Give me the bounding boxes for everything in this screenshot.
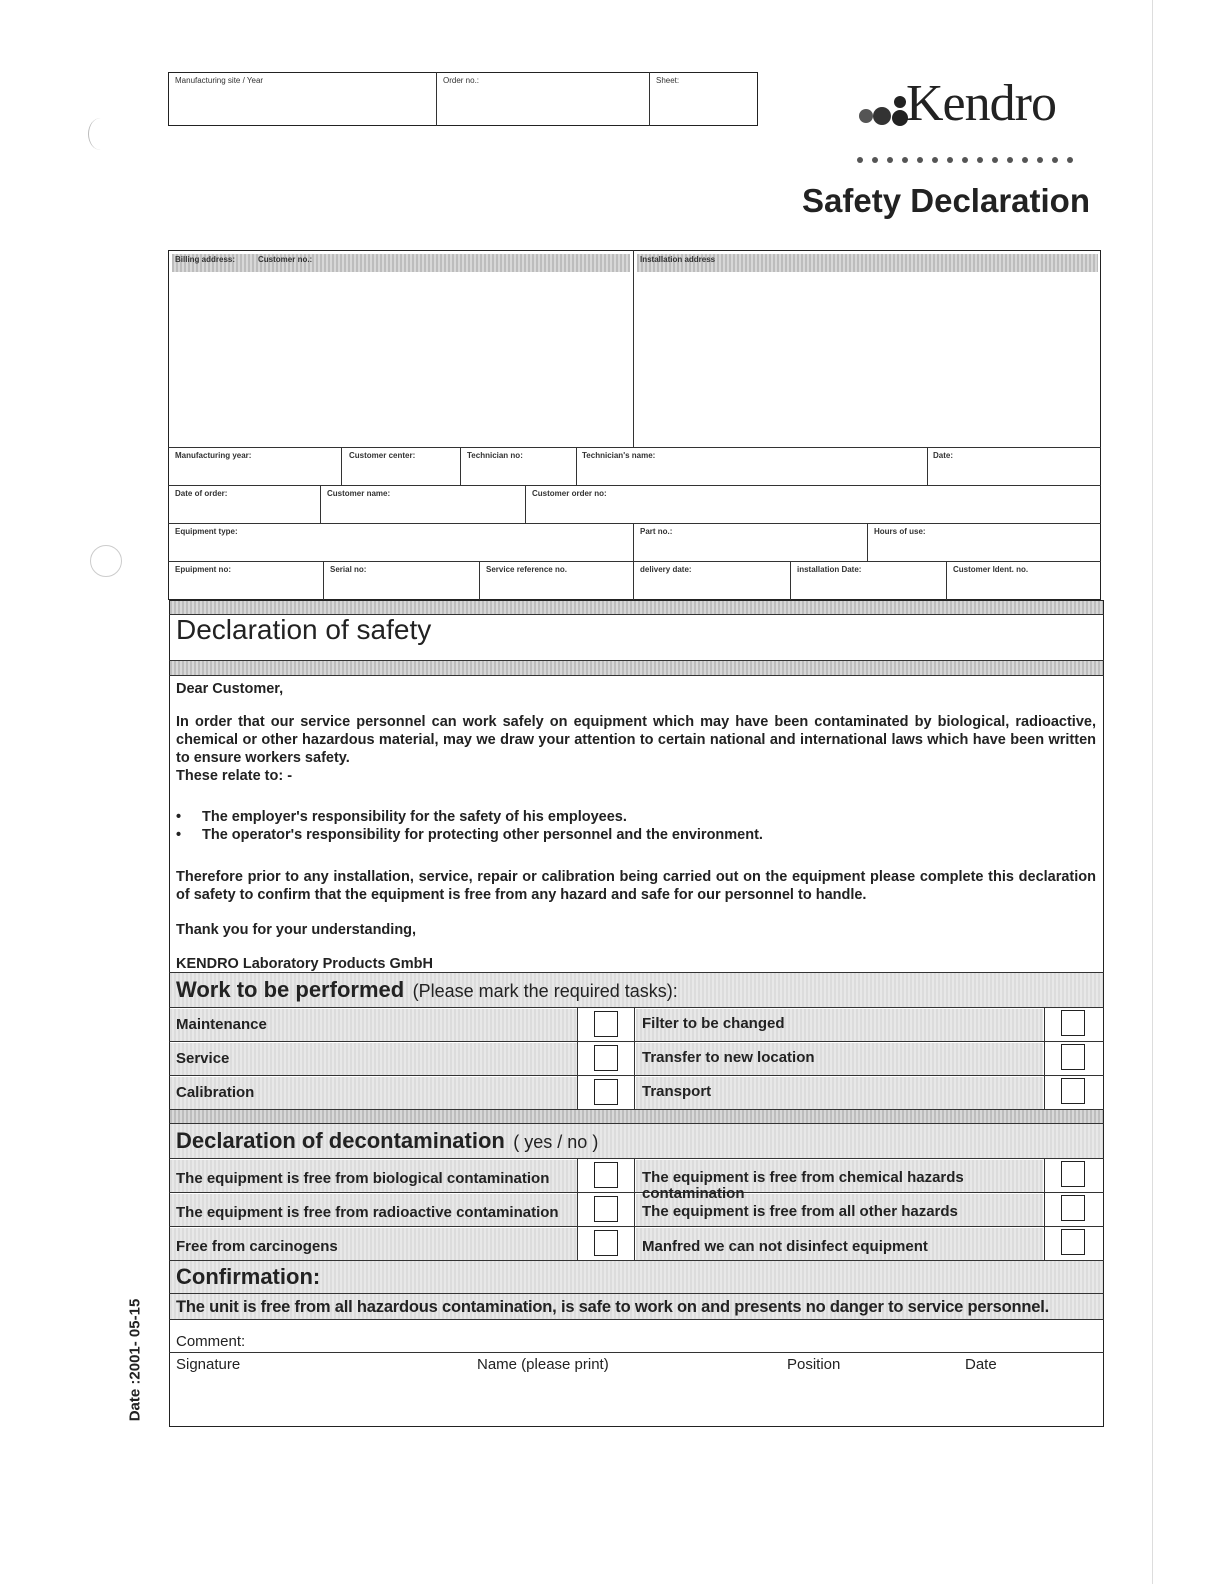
confirmation-heading: Confirmation:: [176, 1264, 321, 1289]
decon-heading-sub: ( yes / no ): [513, 1132, 599, 1152]
decon-biological-label: The equipment is free from biological contamination: [176, 1170, 550, 1187]
installation-date-field[interactable]: installation Date:: [797, 565, 862, 574]
letter-relate: These relate to: -: [176, 768, 293, 784]
logo-dots-icon: [856, 82, 910, 132]
work-calibration-label: Calibration: [176, 1084, 255, 1101]
other-hazards-checkbox[interactable]: [1061, 1195, 1085, 1221]
customer-center-field[interactable]: Customer center:: [349, 451, 416, 460]
work-heading: [176, 977, 678, 1003]
bullet-item: •: [176, 809, 182, 825]
decon-radioactive-label: The equipment is free from radioactive contamination: [176, 1204, 559, 1221]
billing-address-label: Billing address:: [175, 255, 236, 264]
customer-ident-no-field[interactable]: Customer Ident. no.: [953, 565, 1029, 574]
page-title: Safety Declaration: [802, 182, 1090, 219]
bullet-item: •: [176, 827, 182, 843]
carcinogens-checkbox[interactable]: [594, 1230, 618, 1256]
chemical-checkbox[interactable]: [1061, 1161, 1085, 1187]
customer-name-field[interactable]: Customer name:: [327, 489, 391, 498]
service-reference-no-field[interactable]: Service reference no.: [486, 565, 567, 574]
work-service-label: Service: [176, 1050, 230, 1067]
name-print-field[interactable]: Name (please print): [477, 1356, 609, 1373]
comment-field[interactable]: Comment:: [176, 1333, 246, 1350]
calibration-checkbox[interactable]: [594, 1079, 618, 1105]
separator-bar: [170, 601, 1103, 614]
customer-no-label: Customer no.:: [258, 255, 313, 264]
radioactive-checkbox[interactable]: [594, 1196, 618, 1222]
kendro-logo: [856, 74, 1086, 134]
bullet-text-2: The operator's responsibility for protecting other personnel and the environment.: [202, 827, 763, 843]
order-no-field[interactable]: Order no.:: [443, 76, 480, 85]
letter-company: KENDRO Laboratory Products GmbH: [176, 956, 433, 972]
work-heading-title: Work to be performed: [176, 977, 405, 1002]
decon-chemical-label: The equipment is free from chemical hazards: [642, 1169, 964, 1186]
letter-paragraph-1: In order that our service personnel can work safely on equipment which may have been contaminated by biological, radioactive, chemical or other hazardous material, may we draw your attention to certain national and international laws which have been written to ensure workers safety.: [176, 714, 1096, 766]
maintenance-checkbox[interactable]: [594, 1011, 618, 1037]
work-filter-label: Filter to be changed: [642, 1015, 785, 1032]
decon-carcinogens-label: Free from carcinogens: [176, 1238, 338, 1255]
equipment-no-field[interactable]: Epuipment no:: [175, 565, 231, 574]
technician-no-field[interactable]: Technician no:: [467, 451, 523, 460]
billing-address-header: [172, 254, 630, 272]
transfer-checkbox[interactable]: [1061, 1044, 1085, 1070]
confirmation-statement: The unit is free from all hazardous contamination, is safe to work on and presents no danger to service personnel.: [176, 1298, 1049, 1316]
decon-chemical-label-cont: contamination: [642, 1185, 745, 1202]
work-row-left: [170, 1043, 577, 1075]
punch-hole-mark: [90, 545, 122, 577]
date-of-order-field[interactable]: Date of order:: [175, 489, 228, 498]
logo-dot-row: [856, 152, 1082, 162]
date-sign-field[interactable]: Date: [965, 1356, 997, 1373]
delivery-date-field[interactable]: delivery date:: [640, 565, 692, 574]
work-transfer-label: Transfer to new location: [642, 1049, 815, 1066]
hours-of-use-field[interactable]: Hours of use:: [874, 527, 926, 536]
letter-paragraph-2: Therefore prior to any installation, service, repair or calibration being carried out on the equipment please complete this declaration of safety to confirm that the equipment is free from any hazard and safe for our personnel to handle.: [176, 869, 1096, 903]
equipment-type-field[interactable]: Equipment type:: [175, 527, 238, 536]
technician-name-field[interactable]: Technician's name:: [582, 451, 656, 460]
billing-address-area[interactable]: [172, 274, 630, 444]
disinfect-checkbox[interactable]: [1061, 1229, 1085, 1255]
decon-disinfect-label: Manfred we can not disinfect equipment: [642, 1238, 928, 1255]
position-field[interactable]: Position: [787, 1356, 841, 1373]
side-date: Date :2001- 05-15: [126, 1298, 144, 1422]
work-heading-sub: (Please mark the required tasks):: [412, 981, 678, 1001]
work-transport-label: Transport: [642, 1083, 712, 1100]
sheet-field[interactable]: Sheet:: [656, 76, 680, 85]
separator-bar: [170, 661, 1103, 675]
bullet-text-1: The employer's responsibility for the safety of his employees.: [202, 809, 627, 825]
work-maintenance-label: Maintenance: [176, 1016, 267, 1033]
letter-salutation: Dear Customer,: [176, 681, 284, 697]
page-edge-line: [1152, 0, 1153, 1584]
decon-other-hazards-label: The equipment is free from all other hazards: [642, 1203, 958, 1220]
signature-field[interactable]: Signature: [176, 1356, 241, 1373]
decon-heading-title: Declaration of decontamination: [176, 1128, 505, 1153]
serial-no-field[interactable]: Serial no:: [330, 565, 367, 574]
service-checkbox[interactable]: [594, 1045, 618, 1071]
biological-checkbox[interactable]: [594, 1162, 618, 1188]
manufacturing-site-year-field[interactable]: Manufacturing site / Year: [175, 76, 264, 85]
date-field[interactable]: Date:: [933, 451, 954, 460]
transport-checkbox[interactable]: [1061, 1078, 1085, 1104]
installation-address-area[interactable]: [637, 274, 1098, 444]
letter-thanks: Thank you for your understanding,: [176, 922, 417, 938]
customer-order-no-field[interactable]: Customer order no:: [532, 489, 607, 498]
separator-bar: [170, 1110, 1103, 1123]
punch-hole-mark: [88, 118, 113, 150]
part-no-field[interactable]: Part no.:: [640, 527, 673, 536]
manufacturing-year-field[interactable]: Manufacturing year:: [175, 451, 252, 460]
decon-heading: [176, 1128, 598, 1154]
installation-address-label: Installation address: [640, 255, 716, 264]
filter-checkbox[interactable]: [1061, 1010, 1085, 1036]
logo-text: Kendro: [906, 75, 1056, 132]
declaration-heading: Declaration of safety: [176, 614, 432, 645]
